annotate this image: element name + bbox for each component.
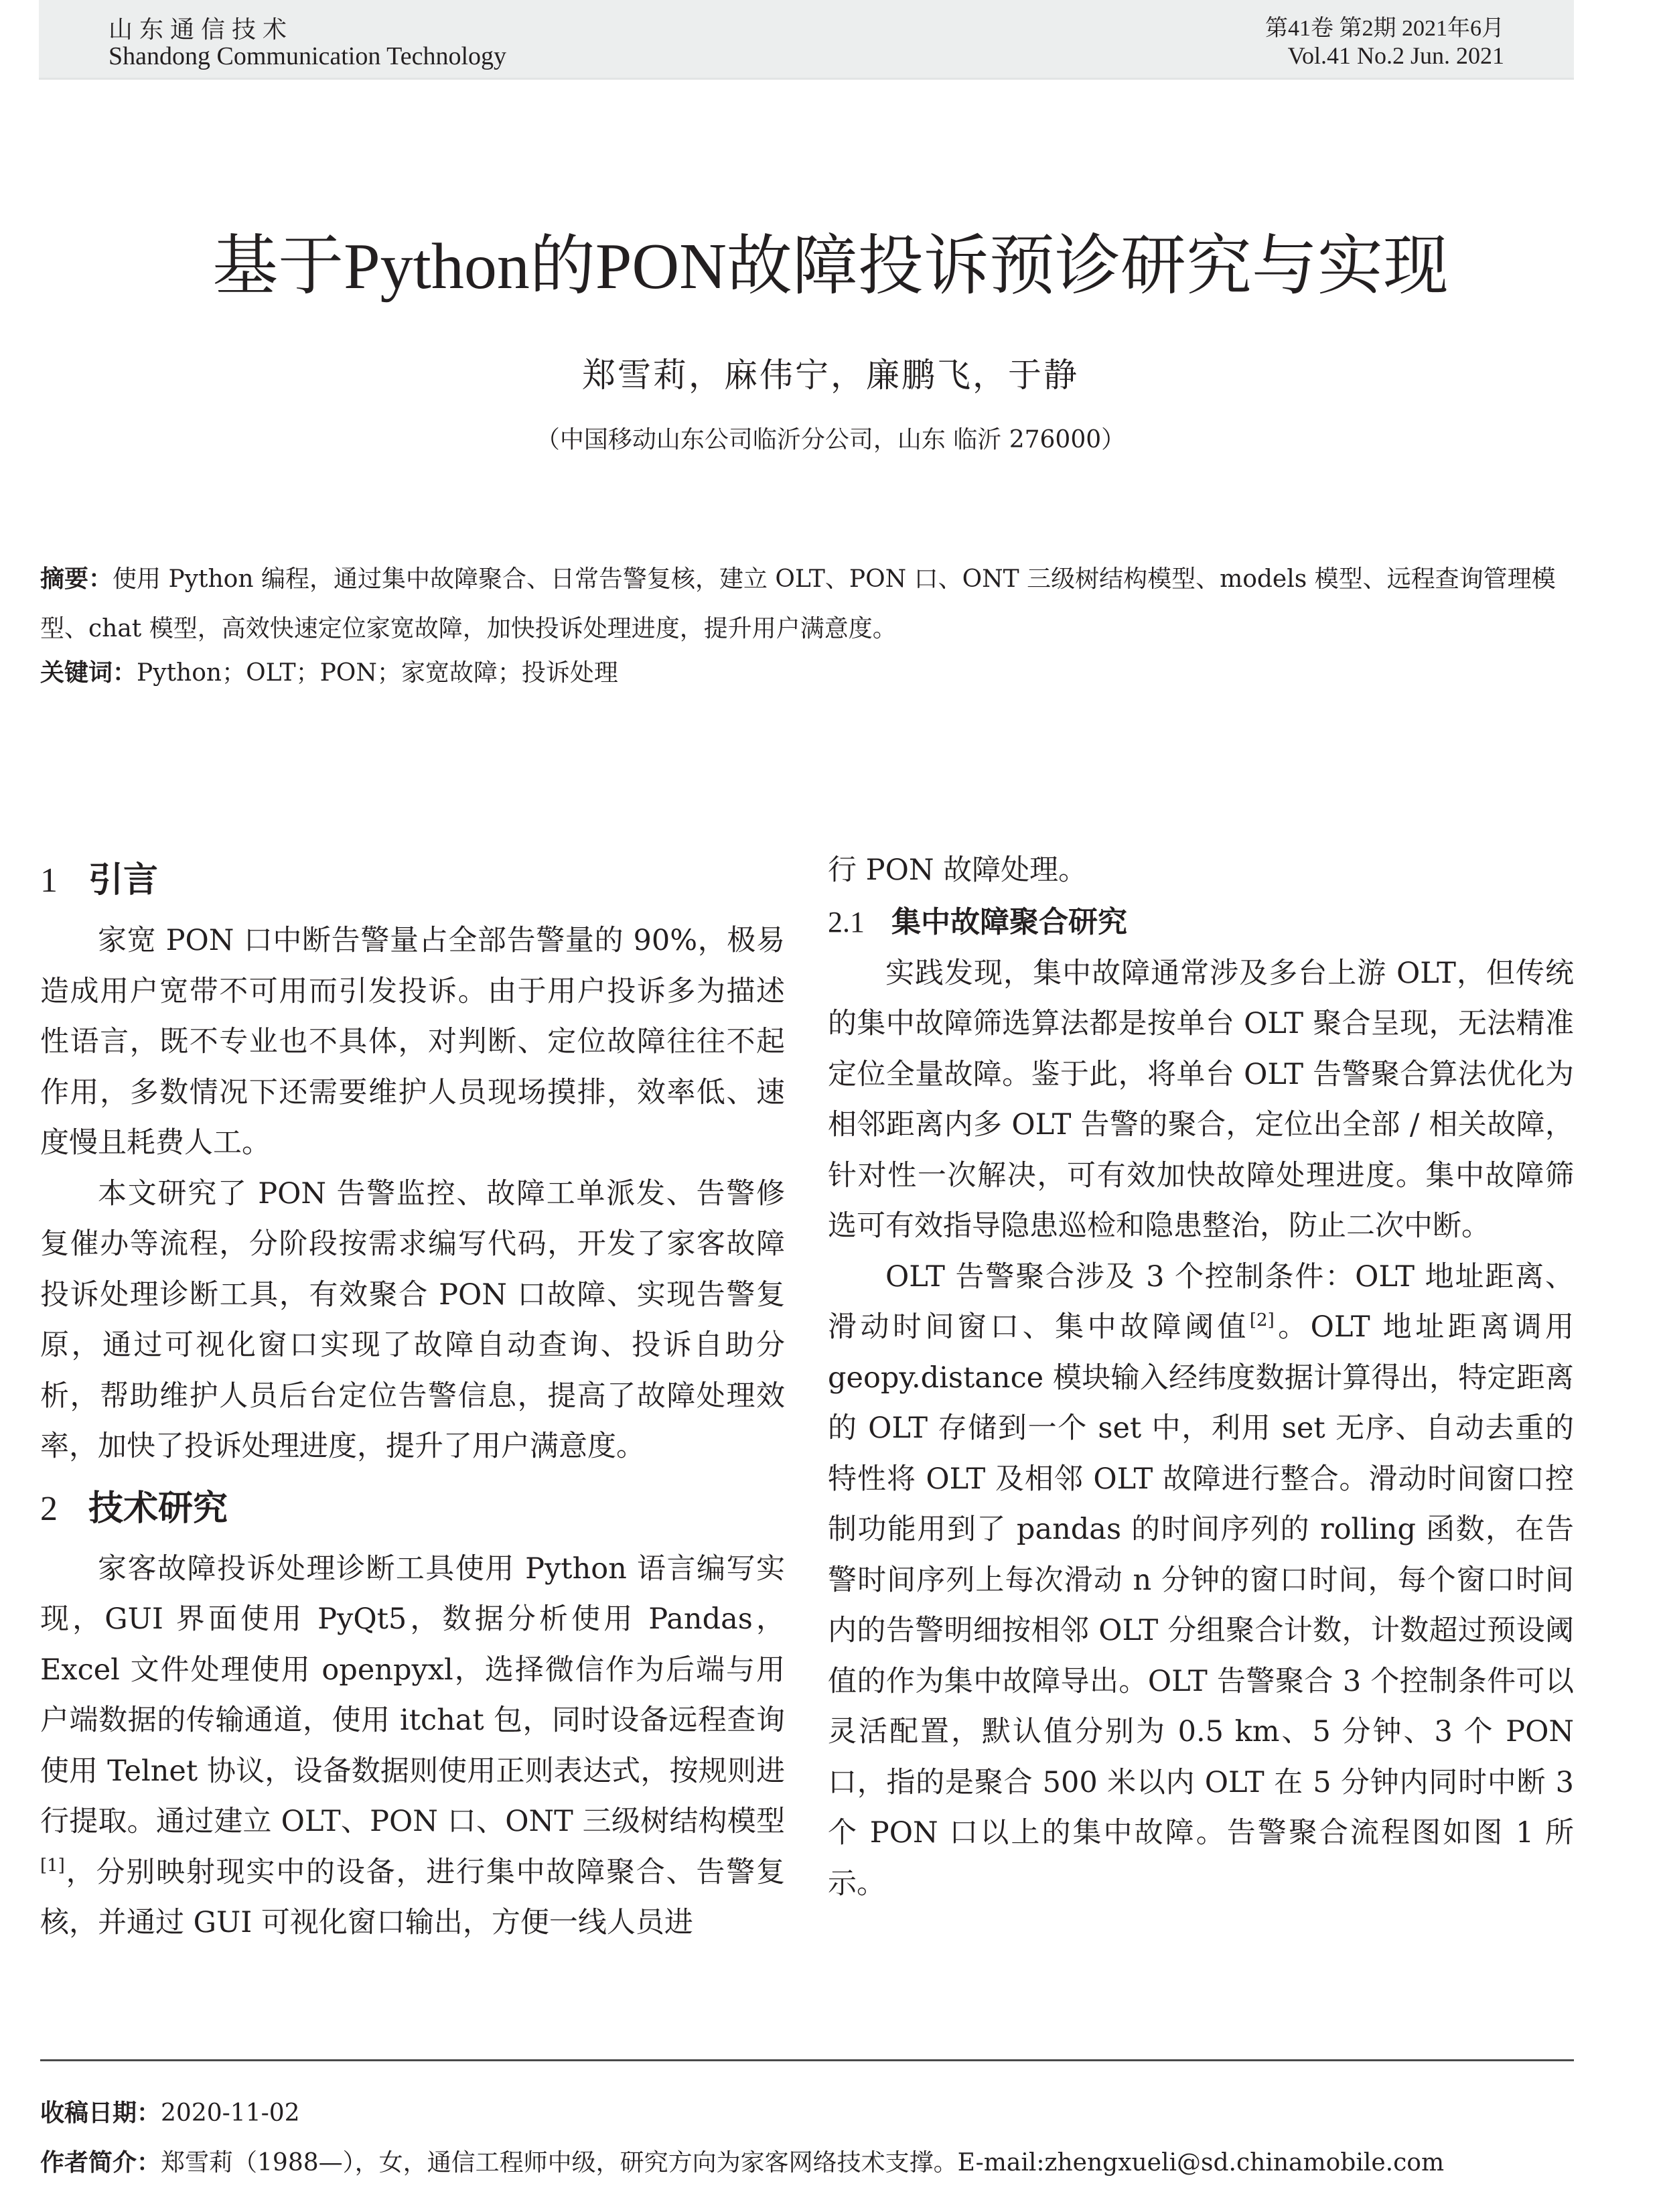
footnote-divider bbox=[40, 2059, 1574, 2061]
issue-info-en: Vol.41 No.2 Jun. 2021 bbox=[1287, 42, 1504, 69]
abstract-label: 摘要： bbox=[40, 565, 113, 593]
right-column bbox=[828, 845, 1574, 1909]
section-heading-2 bbox=[40, 1482, 785, 1536]
citation-ref-2: [2] bbox=[1249, 1310, 1275, 1330]
abstract-text: 使用 Python 编程，通过集中故障聚合、日常告警复核，建立 OLT、PON 口、ONT 三级树结构模型、models 模型、远程查询管理模型、chat 模型，高效快速定位家宽故障，加快投诉处理进度，提升用户满意度。 bbox=[40, 565, 1556, 642]
paragraph-text: 家客故障投诉处理诊断工具使用 Python 语言编写实现，GUI 界面使用 PyQt5，数据分析使用 Pandas，Excel 文件处理使用 openpyxl，选择微信作为后端与用户端数据的传输通道，使用 itchat 包，同时设备远程查询使用 Telnet 协议，设备数据则使用正则表达式，按规则进行提取。通过建立 OLT、PON 口、ONT 三级树结构模型 bbox=[40, 1551, 785, 1838]
affiliation: （中国移动山东公司临沂分公司，山东 临沂 276000） bbox=[535, 426, 1126, 454]
paper-title: 基于Python的PON故障投诉预诊研究与实现 bbox=[212, 230, 1449, 303]
paragraph-aggregation-2 bbox=[828, 1252, 1574, 1910]
paragraph-aggregation-1: 实践发现，集中故障通常涉及多台上游 OLT，但传统的集中故障筛选算法都是按单台 OLT 聚合呈现，无法精准定位全量故障。鉴于此，将单台 OLT 告警聚合算法优化为相邻距离内多 OLT 告警的聚合，定位出全部 / 相关故障，针对性一次解决，可有效加快故障处理进度。集中故障筛选可有效指导隐患巡检和隐患整治，防止二次中断。 bbox=[828, 956, 1574, 1243]
section-title: 引言 bbox=[88, 860, 159, 900]
subsection-heading-2-1 bbox=[828, 896, 1574, 949]
paragraph-text: 。OLT 地址距离调用 geopy.distance 模块输入经纬度数据计算得出，特定距离的 OLT 存储到一个 set 中，利用 set 无序、自动去重的特性将 OLT 及相邻 OLT 故障进行整合。滑动时间窗口控制功能用到了 pandas 的时间序列的 rolling 函数，在告警时间序列上每次滑动 n 分钟的窗口时间，每个窗口时间内的告警明细按相邻 OLT 分组聚合计数，计数超过预设阈值的作为集中故障导出。OLT 告警聚合 3 个控制条件可以灵活配置，默认值分别为 0.5 km、5 分钟、3 个 PON 口，指的是聚合 500 米以内 OLT 在 5 分钟内同时中断 3 个 PON 口以上的集中故障。告警聚合流程图如图 1 所示。 bbox=[828, 1310, 1575, 1900]
section-number: 1 bbox=[40, 861, 58, 900]
citation-ref-1: [1] bbox=[40, 1855, 65, 1876]
received-date bbox=[40, 2094, 300, 2128]
author-bio-label: 作者简介： bbox=[40, 2149, 161, 2176]
journal-name-en: Shandong Communication Technology bbox=[109, 42, 507, 70]
paragraph-tech-1-continued: 行 PON 故障处理。 bbox=[828, 853, 1088, 887]
section-number: 2 bbox=[40, 1489, 58, 1528]
author-bio bbox=[40, 2144, 1444, 2178]
paragraph-text: OLT 告警聚合涉及 3 个控制条件：OLT 地址距离、滑动时间窗口、集中故障阈值 bbox=[828, 1259, 1574, 1344]
issue-info-cn: 第41卷 第2期 2021年6月 bbox=[1265, 16, 1504, 41]
subsection-number: 2.1 bbox=[828, 905, 865, 939]
keywords-label: 关键词： bbox=[40, 659, 137, 687]
section-heading-1 bbox=[40, 853, 785, 908]
author-bio-text: 郑雪莉（1988—），女，通信工程师中级，研究方向为家客网络技术支撑。E-mail:zhengxueli@sd.chinamobile.com bbox=[161, 2149, 1445, 2176]
section-title: 技术研究 bbox=[88, 1488, 228, 1529]
paragraph-intro-1: 家宽 PON 口中断告警量占全部告警量的 90%，极易造成用户宽带不可用而引发投诉。由于用户投诉多为描述性语言，既不专业也不具体，对判断、定位故障往往不起作用，多数情况下还需要维护人员现场摸排，效率低、速度慢且耗费人工。 bbox=[40, 924, 785, 1160]
received-label: 收稿日期： bbox=[40, 2099, 161, 2127]
paragraph-tech-1 bbox=[40, 1544, 785, 1949]
keywords-text: Python；OLT；PON；家宽故障；投诉处理 bbox=[137, 659, 618, 687]
left-column bbox=[40, 845, 785, 1949]
paragraph-intro-2: 本文研究了 PON 告警监控、故障工单派发、告警修复催办等流程，分阶段按需求编写代码，开发了家客故障投诉处理诊断工具，有效聚合 PON 口故障、实现告警复原，通过可视化窗口实现了故障自动查询、投诉自助分析，帮助维护人员后台定位告警信息，提高了故障处理效率，加快了投诉处理进度，提升了用户满意度。 bbox=[40, 1176, 785, 1463]
paragraph-text: ，分别映射现实中的设备，进行集中故障聚合、告警复核，并通过 GUI 可视化窗口输出，方便一线人员进 bbox=[40, 1855, 785, 1939]
journal-name-cn: 山东通信技术 bbox=[109, 16, 294, 44]
subsection-title: 集中故障聚合研究 bbox=[891, 904, 1127, 939]
author-list: 郑雪莉，麻伟宁，廉鹏飞，于静 bbox=[582, 356, 1079, 395]
journal-header bbox=[39, 0, 1574, 80]
abstract bbox=[40, 555, 1574, 654]
keywords bbox=[40, 654, 618, 688]
received-value: 2020-11-02 bbox=[161, 2099, 300, 2127]
